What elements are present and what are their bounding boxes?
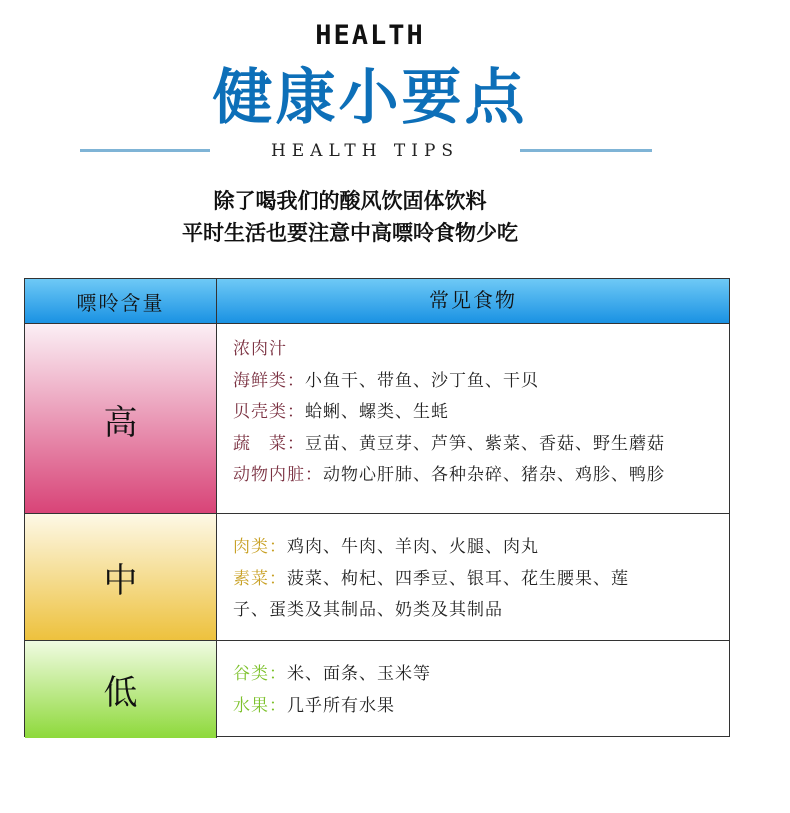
food-line — [233, 564, 715, 596]
food-line — [233, 366, 715, 398]
food-cell-mid — [217, 514, 729, 641]
food-line — [233, 334, 715, 366]
health-eyebrow: HEALTH — [315, 20, 425, 51]
food-line — [233, 659, 715, 691]
food-text: 米、面条、玉米等 — [287, 664, 431, 684]
food-label: 谷类： — [233, 664, 287, 684]
food-text: 动物心肝肺、各种杂碎、猪杂、鸡胗、鸭胗 — [323, 465, 665, 485]
food-text: 菠菜、枸杞、四季豆、银耳、花生腰果、莲 — [287, 568, 629, 589]
food-label: 海鲜类： — [233, 370, 305, 391]
level-low: 低 — [25, 641, 217, 738]
food-text: 子、蛋类及其制品、奶类及其制品 — [233, 600, 503, 620]
table-header-row — [25, 279, 729, 323]
divider-left — [80, 149, 210, 152]
intro-text — [0, 185, 700, 249]
food-text: 小鱼干、带鱼、沙丁鱼、干贝 — [305, 370, 539, 391]
food-label: 浓肉汁 — [233, 339, 287, 359]
table-row-mid — [25, 513, 729, 641]
food-line — [233, 429, 715, 461]
intro-line-1: 除了喝我们的酸风饮固体饮料 — [213, 188, 487, 213]
food-label: 蔬 菜： — [233, 433, 305, 454]
header-level: 嘌呤含量 — [25, 279, 217, 323]
table-row-low — [25, 640, 729, 738]
page-title: 健康小要点 — [212, 63, 528, 133]
food-line — [233, 460, 715, 492]
level-high: 高 — [25, 324, 217, 514]
food-line — [233, 691, 715, 723]
level-mid: 中 — [25, 514, 217, 641]
food-line — [233, 595, 715, 627]
food-label: 素菜： — [233, 568, 287, 589]
food-text: 几乎所有水果 — [287, 695, 395, 716]
food-label: 水果： — [233, 695, 287, 716]
food-cell-high — [217, 324, 729, 514]
food-text: 蛤蜊、螺类、生蚝 — [305, 402, 449, 422]
divider-right — [520, 149, 652, 152]
food-label: 贝壳类： — [233, 402, 305, 422]
intro-line-2: 平时生活也要注意中高嘌呤食物少吃 — [182, 220, 518, 245]
purine-table — [24, 278, 730, 737]
food-label: 动物内脏： — [233, 465, 323, 485]
food-line — [233, 397, 715, 429]
table-row-high — [25, 323, 729, 514]
food-cell-low — [217, 641, 729, 738]
health-tips-subtitle: HEALTH TIPS — [270, 141, 460, 161]
header-food: 常见食物 — [429, 288, 517, 313]
food-text: 豆苗、黄豆芽、芦笋、紫菜、香菇、野生蘑菇 — [305, 433, 665, 454]
food-text: 鸡肉、牛肉、羊肉、火腿、肉丸 — [287, 537, 539, 557]
food-line — [233, 532, 715, 564]
food-label: 肉类： — [233, 537, 287, 557]
